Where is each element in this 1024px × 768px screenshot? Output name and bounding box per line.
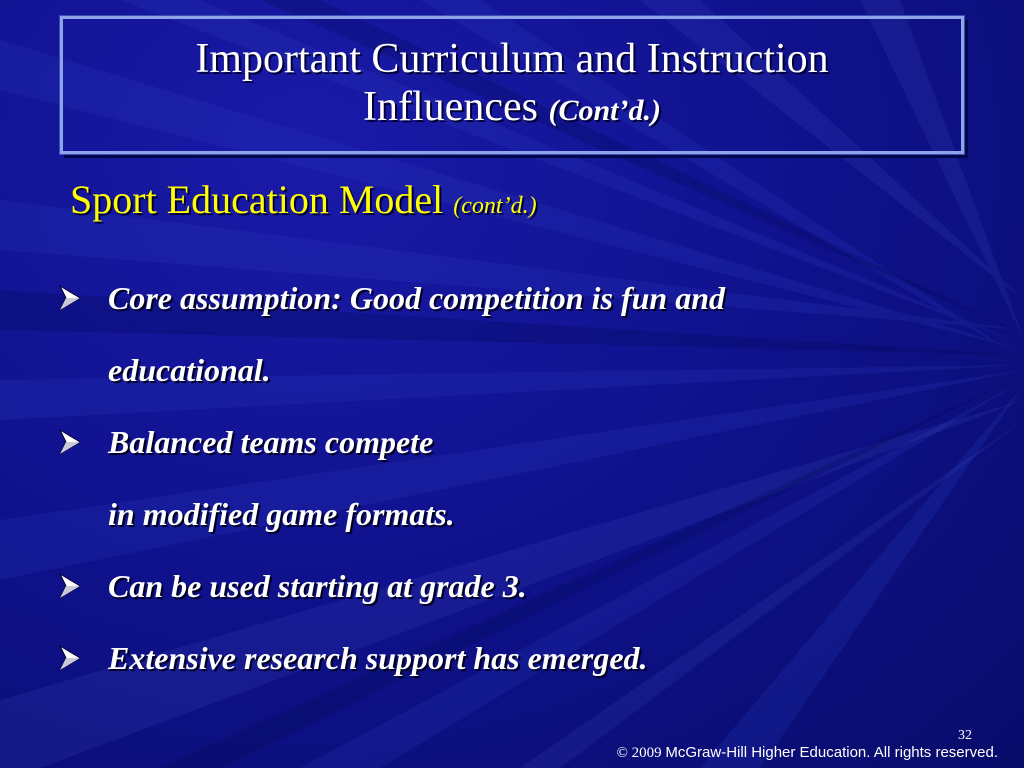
title-line-1: Important Curriculum and Instruction — [195, 36, 829, 82]
arrowhead-bullet-icon — [52, 406, 88, 478]
subtitle-suffix: (cont’d.) — [453, 193, 537, 219]
bullet-line: educational. — [108, 352, 271, 388]
page-number: 32 — [958, 728, 972, 743]
copyright-year: © 2009 — [616, 745, 662, 761]
bullet-line: Core assumption: Good competition is fun and — [108, 280, 725, 316]
footer-copyright — [616, 744, 998, 762]
subtitle-text: Sport Education Model — [70, 177, 444, 222]
bullet-item — [52, 262, 982, 406]
bullet-item — [52, 550, 982, 622]
arrowhead-bullet-icon — [52, 622, 88, 694]
subtitle — [70, 176, 537, 230]
bullet-line: Balanced teams compete — [108, 424, 434, 460]
bullet-item — [52, 622, 982, 694]
bullet-line: Can be used starting at grade 3. — [108, 568, 527, 604]
bullet-line: Extensive research support has emerged. — [108, 640, 648, 676]
title-box — [60, 16, 964, 154]
bullet-list — [52, 262, 982, 694]
title-text: Influences — [363, 84, 538, 130]
bullet-item — [52, 406, 982, 550]
bullet-line: in modified game formats. — [108, 496, 455, 532]
arrowhead-bullet-icon — [52, 550, 88, 622]
title-suffix: (Cont’d.) — [548, 94, 661, 127]
arrowhead-bullet-icon — [52, 262, 88, 334]
copyright-text: McGraw-Hill Higher Education. All rights reserved. — [665, 744, 998, 761]
title-line-2 — [363, 83, 661, 135]
